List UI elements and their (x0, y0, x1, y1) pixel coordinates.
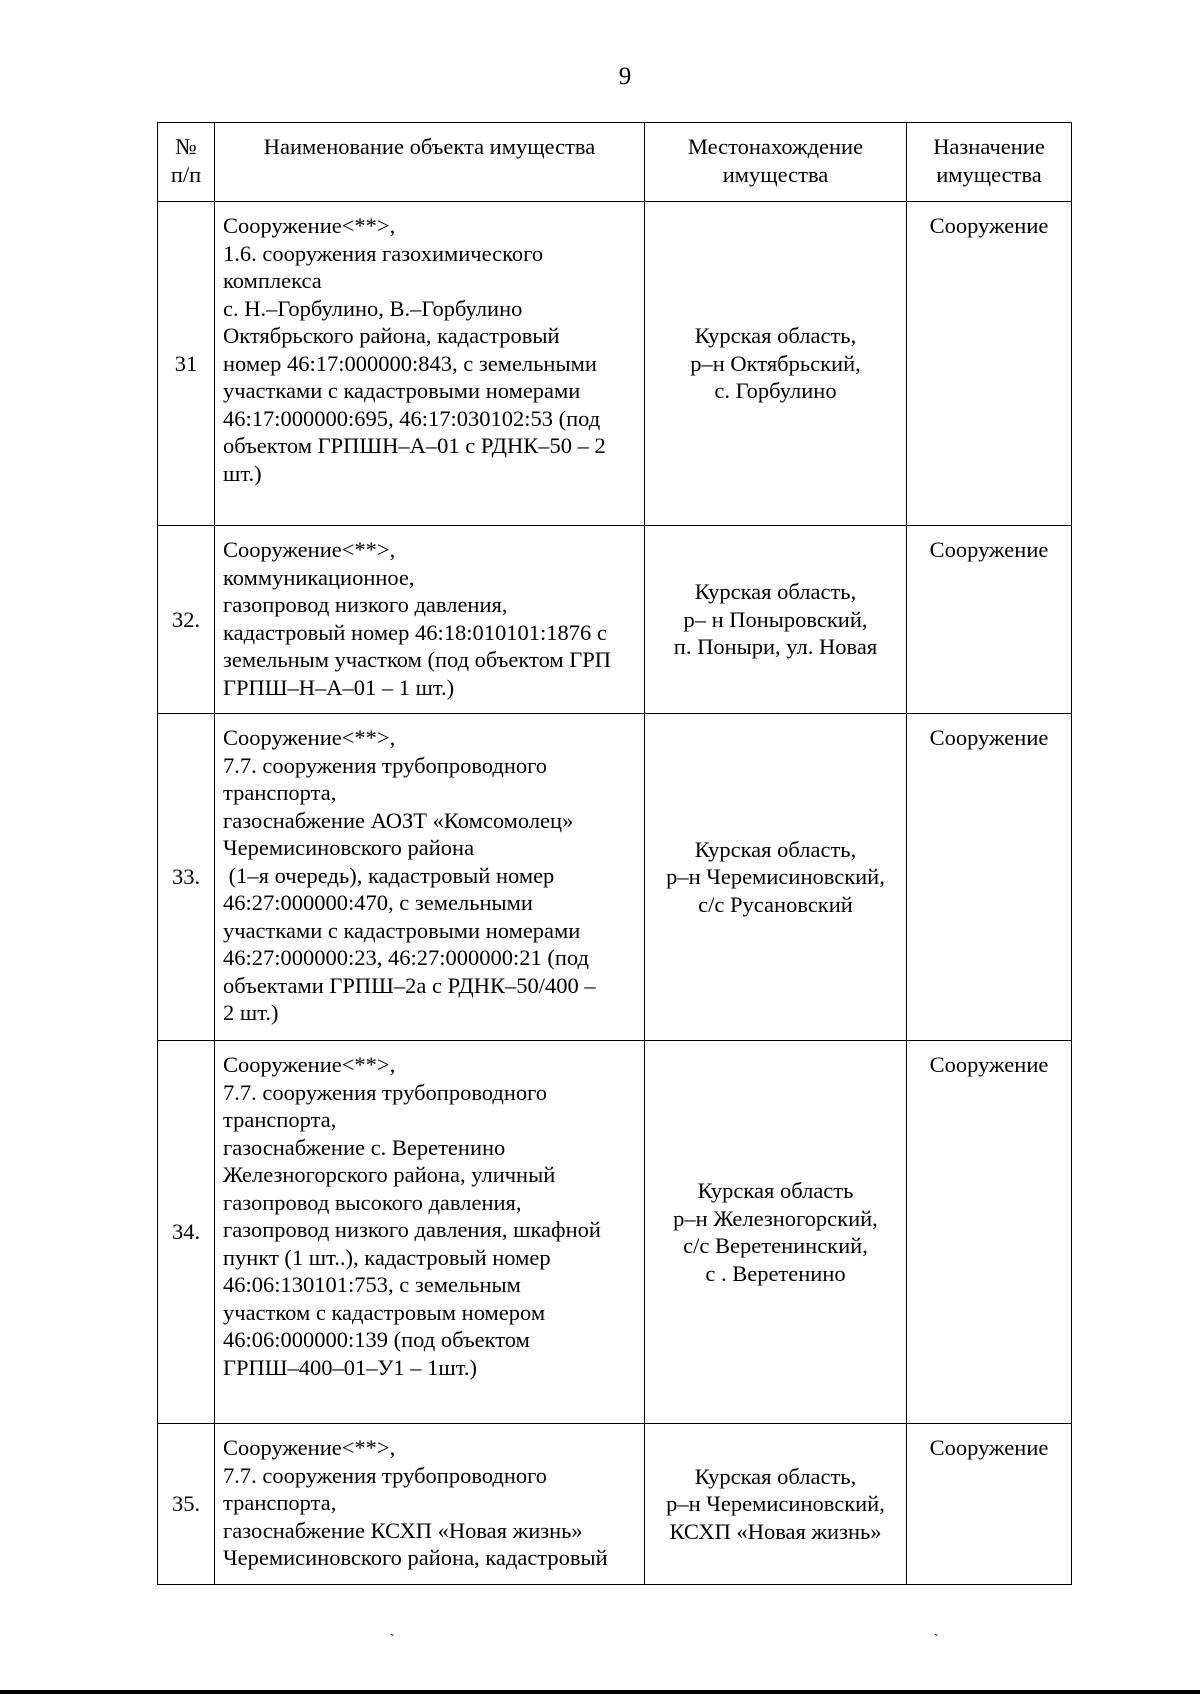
name-line: газоснабжение КСХП «Новая жизнь» (223, 1517, 583, 1543)
name-line: 1.6. сооружения газохимического (223, 240, 544, 266)
header-num (158, 123, 215, 202)
row-number: 34. (158, 1041, 215, 1424)
table-row (158, 714, 1072, 1041)
name-line: кадастровый номер 46:18:010101:1876 с (223, 619, 607, 645)
name-line: участками с кадастровыми номерами (223, 378, 581, 403)
name-line: газоснабжение с. Веретенино (223, 1134, 506, 1160)
location-line: р–н Октябрьский, (690, 350, 861, 376)
name-line: 46:06:000000:139 (под объектом (223, 1327, 530, 1352)
table-row (158, 526, 1072, 714)
header-location-line: Местонахождение (687, 134, 864, 159)
header-location-line: имущества (722, 161, 829, 187)
name-line: Черемисиновского района, кадастровый (223, 1545, 608, 1570)
location-line: Курская область, (694, 323, 857, 349)
name-line: ГРПШ–400–01–У1 – 1шт.) (223, 1354, 477, 1380)
name-line: 46:06:130101:753, с земельным (223, 1272, 521, 1297)
page-number: 9 (618, 63, 632, 90)
header-name-line: Наименование объекта имущества (263, 134, 596, 159)
location-line: р– н Поныровский, (683, 606, 868, 632)
scan-mark: ˏ (390, 1622, 395, 1637)
object-purpose: Сооружение (907, 714, 1072, 1041)
name-line: объектами ГРПШ–2а с РДНК–50/400 – (223, 972, 596, 998)
location-line: Курская область (697, 1178, 854, 1203)
object-name (215, 202, 645, 526)
name-line: 46:17:000000:695, 46:17:030102:53 (под (223, 405, 601, 431)
location-line: с/с Веретенинский, (683, 1233, 868, 1258)
row-number: 31 (158, 202, 215, 526)
object-location (645, 202, 907, 526)
object-name (215, 714, 645, 1041)
table-row (158, 1424, 1072, 1585)
name-line: (1–я очередь), кадастровый номер (223, 862, 555, 888)
table-row (158, 202, 1072, 526)
name-line: Сооружение<**>, (223, 213, 396, 238)
header-num-line: № (175, 134, 197, 159)
name-line: 7.7. сооружения трубопроводного (223, 752, 548, 778)
name-line: Октябрьского района, кадастровый (223, 323, 560, 348)
name-line: с. Н.–Горбулино, В.–Горбулино (223, 295, 523, 321)
location-line: р–н Черемисиновский, (666, 1491, 885, 1517)
location-line: с . Веретенино (705, 1260, 846, 1286)
row-number: 33. (158, 714, 215, 1041)
header-purpose-line: Назначение (933, 134, 1045, 159)
name-line: Железногорского района, уличный (223, 1162, 556, 1187)
table-row (158, 1041, 1072, 1424)
name-line: участком с кадастровым номером (223, 1299, 546, 1325)
name-line: Сооружение<**>, (223, 725, 396, 750)
name-line: Черемисиновского района (223, 835, 475, 860)
name-line: газопровод низкого давления, шкафной (223, 1217, 601, 1242)
name-line: 2 шт.) (223, 1000, 279, 1025)
name-line: пункт (1 шт..), кадастровый номер (223, 1244, 551, 1270)
name-line: Сооружение<**>, (223, 537, 396, 562)
name-line: газопровод низкого давления, (223, 592, 508, 617)
name-line: участками с кадастровыми номерами (223, 917, 581, 943)
name-line: земельным участком (под объектом ГРП (223, 647, 612, 672)
name-line: номер 46:17:000000:843, с земельными (223, 350, 597, 376)
header-purpose (907, 123, 1072, 202)
header-row (158, 123, 1072, 202)
object-purpose: Сооружение (907, 202, 1072, 526)
object-location (645, 526, 907, 714)
name-line: шт.) (223, 460, 262, 486)
name-line: транспорта, (223, 1490, 337, 1515)
location-line: Курская область, (694, 1463, 857, 1489)
name-line: газопровод высокого давления, (223, 1189, 522, 1215)
header-num-line: п/п (170, 161, 202, 187)
location-line: КСХП «Новая жизнь» (669, 1518, 882, 1544)
name-line: 7.7. сооружения трубопроводного (223, 1462, 548, 1488)
location-line: Курская область, (694, 579, 857, 605)
name-line: 46:27:000000:470, с земельными (223, 890, 533, 915)
object-location (645, 1424, 907, 1585)
object-location (645, 1041, 907, 1424)
object-location (645, 714, 907, 1041)
location-line: с. Горбулино (714, 378, 837, 404)
name-line: транспорта, (223, 780, 337, 805)
location-line: р–н Черемисиновский, (666, 864, 885, 890)
object-purpose: Сооружение (907, 526, 1072, 714)
name-line: 7.7. сооружения трубопроводного (223, 1079, 548, 1105)
name-line: газоснабжение АОЗТ «Комсомолец» (223, 807, 574, 833)
object-purpose: Сооружение (907, 1041, 1072, 1424)
location-line: Курская область, (694, 836, 857, 862)
name-line: ГРПШ–Н–А–01 – 1 шт.) (223, 674, 455, 700)
object-name (215, 1424, 645, 1585)
location-line: п. Поныри, ул. Новая (673, 634, 878, 660)
object-name (215, 526, 645, 714)
row-number: 32. (158, 526, 215, 714)
name-line: Сооружение<**>, (223, 1435, 396, 1460)
header-name (215, 123, 645, 202)
header-purpose-line: имущества (936, 161, 1042, 187)
name-line: Сооружение<**>, (223, 1052, 396, 1077)
property-table (157, 122, 1072, 1585)
name-line: транспорта, (223, 1107, 337, 1132)
row-number: 35. (158, 1424, 215, 1585)
object-purpose: Сооружение (907, 1424, 1072, 1585)
name-line: 46:27:000000:23, 46:27:000000:21 (под (223, 945, 589, 970)
name-line: комплекса (223, 268, 322, 293)
location-line: с/с Русановский (698, 891, 853, 917)
name-line: коммуникационное, (223, 564, 415, 590)
name-line: объектом ГРПШН–А–01 с РДНК–50 – 2 (223, 433, 606, 458)
scan-bottom-edge (0, 1690, 1200, 1694)
object-name (215, 1041, 645, 1424)
header-location (645, 123, 907, 202)
scan-mark: ˏ (934, 1622, 939, 1637)
location-line: р–н Железногорский, (673, 1205, 878, 1231)
